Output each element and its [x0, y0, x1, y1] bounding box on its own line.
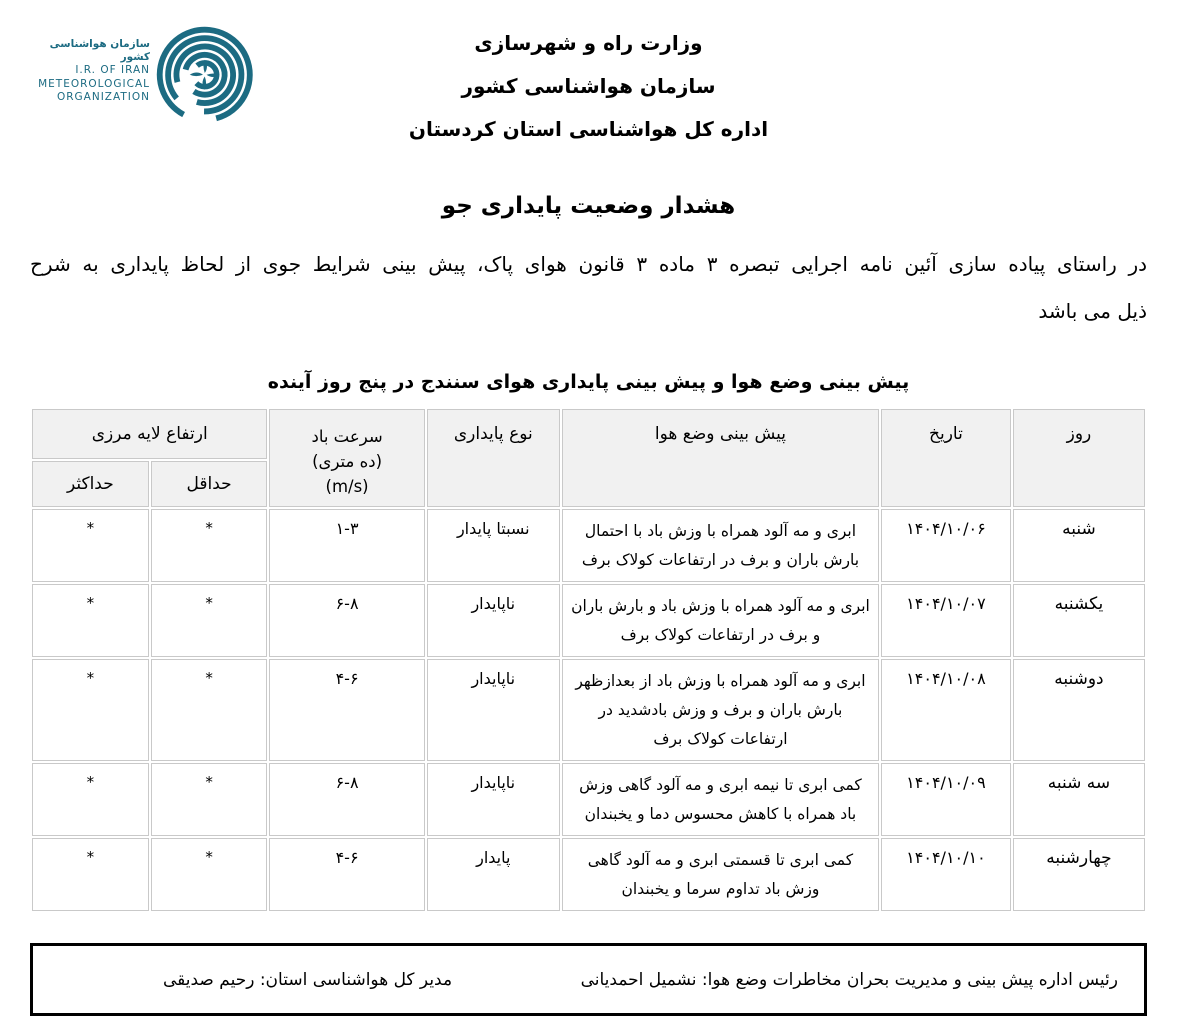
cell-forecast: ابری و مه آلود همراه با وزش باد و بارش باران و برف در ارتفاعات کولاک برف: [562, 584, 879, 657]
letterhead-office: اداره کل هواشناسی استان کردستان: [408, 117, 769, 141]
warning-body-line1: در راستای پیاده سازی آئین نامه اجرایی تبصره ۳ ماده ۳ قانون هوای پاک، پیش بینی شرایط جوی از لحاظ پایداری به شرح: [30, 252, 1148, 276]
cell-date: ۱۴۰۴/۱۰/۱۰: [881, 838, 1011, 911]
table-row: [32, 763, 1145, 836]
cell-stability: ناپایدار: [427, 659, 560, 761]
signature-director-general: مدیر کل هواشناسی استان: رحیم صدیقی: [163, 969, 453, 990]
spiral-logo-icon: [150, 14, 256, 132]
logo-english-line2: METEOROLOGICAL: [38, 77, 150, 90]
letterhead-ministry: وزارت راه و شهرسازی: [474, 31, 703, 55]
table-row: [32, 659, 1145, 761]
cell-min: *: [151, 509, 268, 582]
cell-wind: ۶-۸: [269, 763, 424, 836]
cell-forecast: ابری و مه آلود همراه با وزش باد با احتمال بارش باران و برف در ارتفاعات کولاک برف: [562, 509, 879, 582]
col-header-stability: نوع پایداری: [427, 409, 560, 507]
wind-header-unit: (m/s): [325, 477, 369, 496]
cell-forecast: ابری و مه آلود همراه با وزش باد از بعدازظهر بارش باران و برف و وزش بادشدید در ارتفاعات کولاک برف: [562, 659, 879, 761]
col-header-boundary-layer: ارتفاع لایه مرزی: [32, 409, 267, 459]
cell-max: *: [32, 509, 149, 582]
forecast-table: [30, 407, 1147, 913]
cell-max: *: [32, 763, 149, 836]
col-header-forecast: پیش بینی وضع هوا: [562, 409, 879, 507]
irimo-logo: [22, 14, 256, 132]
warning-title: هشدار وضعیت پایداری جو: [441, 193, 736, 219]
signature-footer: [30, 943, 1147, 1016]
wind-header-line2: (ده متری): [312, 452, 383, 471]
cell-max: *: [32, 584, 149, 657]
cell-stability: ناپایدار: [427, 584, 560, 657]
col-header-max: حداکثر: [32, 461, 149, 507]
logo-text: [22, 38, 150, 105]
logo-english-line1: I.R. OF IRAN: [75, 64, 150, 76]
cell-min: *: [151, 763, 268, 836]
col-header-date: تاریخ: [881, 409, 1011, 507]
cell-day: چهارشنبه: [1013, 838, 1145, 911]
cell-date: ۱۴۰۴/۱۰/۰۹: [881, 763, 1011, 836]
col-header-day: روز: [1013, 409, 1145, 507]
cell-stability: پایدار: [427, 838, 560, 911]
cell-min: *: [151, 584, 268, 657]
cell-min: *: [151, 659, 268, 761]
cell-date: ۱۴۰۴/۱۰/۰۷: [881, 584, 1011, 657]
table-row: [32, 584, 1145, 657]
col-header-min: حداقل: [151, 461, 268, 507]
cell-forecast: کمی ابری تا نیمه ابری و مه آلود گاهی وزش باد همراه با کاهش محسوس دما و یخبندان: [562, 763, 879, 836]
cell-stability: ناپایدار: [427, 763, 560, 836]
table-row: [32, 509, 1145, 582]
cell-day: یکشنبه: [1013, 584, 1145, 657]
cell-max: *: [32, 838, 149, 911]
warning-body: [30, 241, 1147, 335]
table-row: [32, 838, 1145, 911]
table-header-row: [32, 409, 1145, 459]
cell-max: *: [32, 659, 149, 761]
cell-forecast: کمی ابری تا قسمتی ابری و مه آلود گاهی وزش باد تداوم سرما و یخبندان: [562, 838, 879, 911]
forecast-table-title: پیش بینی وضع هوا و پیش بینی پایداری هوای سنندج در پنج روز آینده: [267, 371, 910, 393]
wind-header-line1: سرعت باد: [311, 427, 383, 446]
cell-day: شنبه: [1013, 509, 1145, 582]
cell-min: *: [151, 838, 268, 911]
letterhead-organization: سازمان هواشناسی کشور: [461, 74, 716, 98]
warning-body-line2: ذیل می باشد: [1038, 299, 1147, 323]
cell-date: ۱۴۰۴/۱۰/۰۸: [881, 659, 1011, 761]
cell-wind: ۴-۶: [269, 659, 424, 761]
cell-date: ۱۴۰۴/۱۰/۰۶: [881, 509, 1011, 582]
cell-wind: ۴-۶: [269, 838, 424, 911]
logo-persian-name: سازمان هواشناسی کشور: [49, 38, 150, 63]
cell-wind: ۱-۳: [269, 509, 424, 582]
signature-forecast-head: رئیس اداره پیش بینی و مدیریت بحران مخاطرات وضع هوا: نشمیل احمدیانی: [580, 969, 1118, 990]
logo-english-line3: ORGANIZATION: [56, 91, 150, 103]
cell-wind: ۶-۸: [269, 584, 424, 657]
col-header-wind-speed: [269, 409, 424, 507]
cell-day: دوشنبه: [1013, 659, 1145, 761]
cell-stability: نسبتا پایدار: [427, 509, 560, 582]
cell-day: سه شنبه: [1013, 763, 1145, 836]
